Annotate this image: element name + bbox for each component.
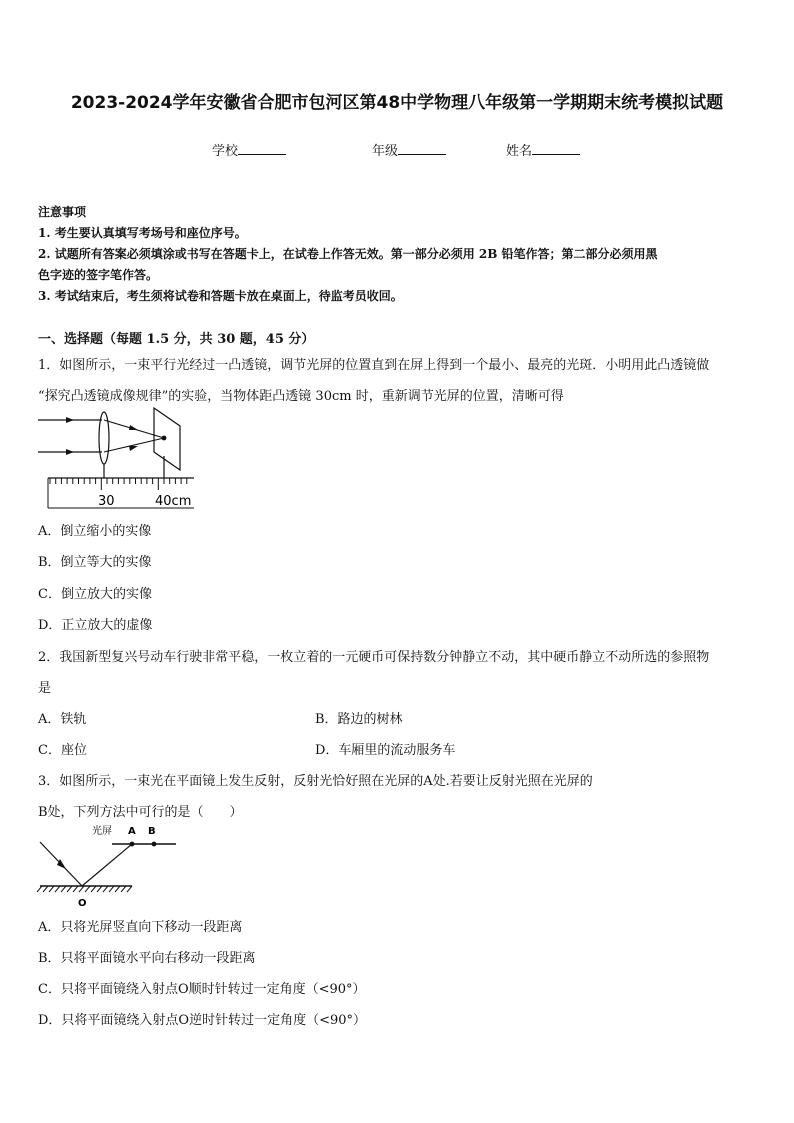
point-b (152, 842, 157, 847)
mirror-hatch-line (43, 886, 48, 892)
q2-option-b[interactable]: B．路边的树林 (315, 712, 403, 727)
ruler-label-40: 40cm (155, 494, 192, 509)
mirror-hatch-line (55, 886, 60, 892)
name-blank (532, 142, 580, 155)
section-heading: 一、选择题（每题 1.5 分，共 30 题，45 分） (38, 332, 315, 347)
point-b-label: B (148, 826, 156, 837)
q3-option-d[interactable]: D．只将平面镜绕入射点O逆时针转过一定角度（<90°） (38, 1013, 367, 1028)
screen-label: 光屏 (92, 826, 112, 837)
q1-option-b[interactable]: B．倒立等大的实像 (38, 555, 152, 570)
q3-option-b[interactable]: B．只将平面镜水平向右移动一段距离 (38, 951, 256, 966)
mirror-hatch-line (97, 886, 102, 892)
ray-arrow (129, 425, 138, 430)
q3-option-a[interactable]: A．只将光屏竖直向下移动一段距离 (38, 920, 243, 935)
refracted-ray (104, 438, 164, 452)
point-a (130, 842, 135, 847)
ray-arrow (129, 446, 138, 451)
mirror-hatch-line (79, 886, 84, 892)
reflected-ray (82, 844, 132, 886)
convex-lens (99, 412, 109, 464)
mirror-hatch-line (37, 886, 42, 892)
school-field (212, 140, 286, 159)
point-o-label: O (78, 898, 87, 909)
q2-stem-line2: 是 (38, 681, 52, 696)
mirror-hatch-line (85, 886, 90, 892)
q1-lens-figure (36, 406, 198, 514)
mirror-hatch-line (121, 886, 126, 892)
ray-arrow (66, 417, 74, 423)
ruler-ticks (50, 478, 187, 490)
ray-arrow (66, 449, 74, 455)
note-item: 1. 考生要认真填写考场号和座位序号。 (38, 226, 247, 240)
q3-mirror-figure (36, 820, 156, 910)
q1-stem-line2: “探究凸透镜成像规律”的实验，当物体距凸透镜 30cm 时，重新调节光屏的位置，清晰可得 (38, 389, 564, 404)
grade-blank (398, 142, 446, 155)
mirror-hatch-line (115, 886, 120, 892)
mirror-hatch-line (49, 886, 54, 892)
ruler-label-30: 30 (98, 494, 115, 509)
note-item: 3. 考试结束后，考生须将试卷和答题卡放在桌面上，待监考员收回。 (38, 289, 403, 303)
mirror-hatch-line (67, 886, 72, 892)
q1-option-d[interactable]: D．正立放大的虚像 (38, 618, 153, 633)
q1-option-c[interactable]: C．倒立放大的实像 (38, 587, 152, 602)
name-label: 姓名 (506, 144, 533, 159)
mirror-hatch-line (91, 886, 96, 892)
name-field (506, 140, 580, 159)
mirror-hatch-line (73, 886, 78, 892)
note-item: 2. 试题所有答案必须填涂或书写在答题卡上，在试卷上作答无效。第一部分必须用 2B 铅笔作答；第二部分必须用黑 (38, 247, 658, 261)
q2-option-d[interactable]: D．车厢里的流动服务车 (315, 743, 456, 758)
mirror-hatch-line (127, 886, 132, 892)
grade-field (372, 140, 446, 159)
q1-stem-line1: 1．如图所示，一束平行光经过一凸透镜，调节光屏的位置直到在屏上得到一个最小、最亮的光斑．小明用此凸透镜做 (38, 358, 710, 373)
mirror-hatch-line (103, 886, 108, 892)
school-label: 学校 (212, 144, 239, 159)
grade-label: 年级 (372, 144, 399, 159)
q3-option-c[interactable]: C．只将平面镜绕入射点O顺时针转过一定角度（<90°） (38, 982, 366, 997)
exam-title: 2023-2024学年安徽省合肥市包河区第48中学物理八年级第一学期期末统考模拟试题 (70, 93, 724, 113)
note-item: 色字迹的签字笔作答。 (38, 268, 159, 282)
point-a-label: A (128, 826, 136, 837)
mirror-hatch-line (61, 886, 66, 892)
notes-heading: 注意事项 (38, 205, 87, 219)
q1-option-a[interactable]: A．倒立缩小的实像 (38, 524, 152, 539)
school-blank (238, 142, 286, 155)
q2-option-a[interactable]: A．铁轨 (38, 712, 87, 727)
mirror-hatch-line (109, 886, 114, 892)
mirror-hatching (37, 886, 132, 892)
q3-stem-line2: B处，下列方法中可行的是（ ） (38, 805, 243, 820)
q2-option-c[interactable]: C．座位 (38, 743, 87, 758)
focus-spot (162, 436, 167, 441)
q2-stem-line1: 2．我国新型复兴号动车行驶非常平稳，一枚立着的一元硬币可保持数分钟静立不动，其中硬币静立不动所选的参照物 (38, 650, 710, 665)
q3-screen-extension (140, 820, 180, 860)
q3-stem-line1: 3．如图所示，一束光在平面镜上发生反射，反射光恰好照在光屏的A处.若要让反射光照在光屏的 (38, 774, 593, 789)
